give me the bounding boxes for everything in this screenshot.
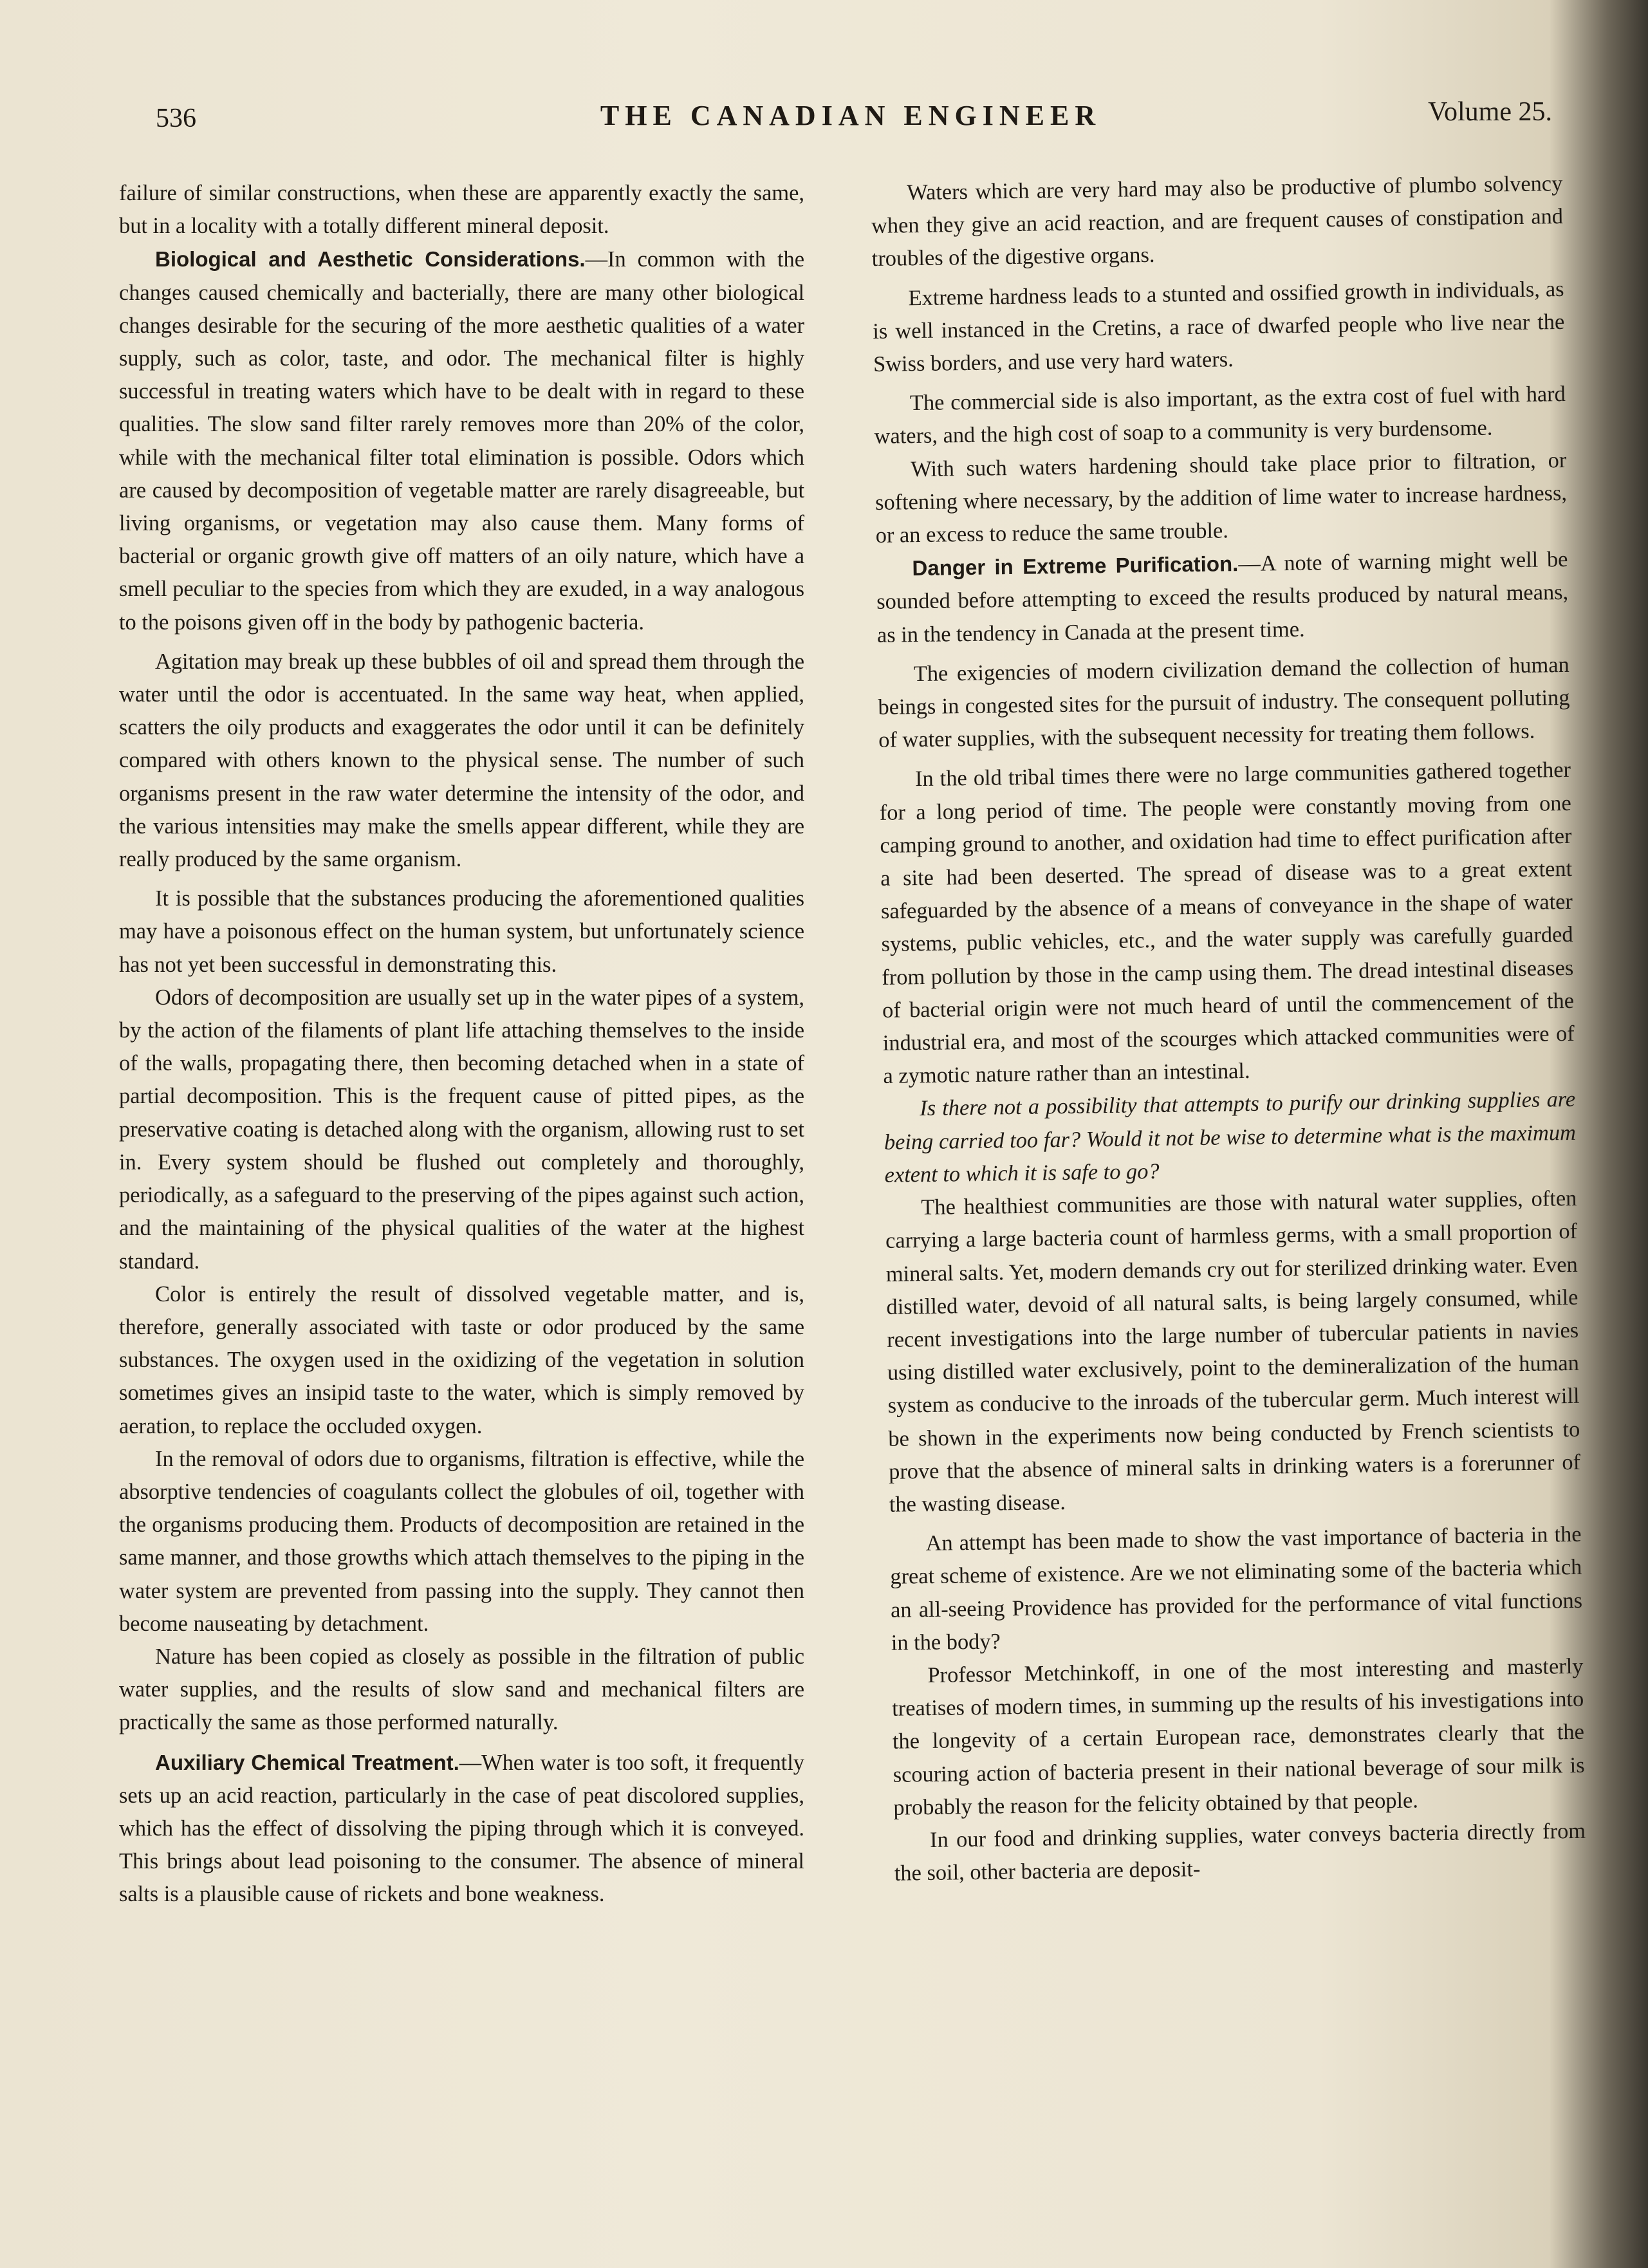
paragraph: The healthiest communities are those with natural water supplies, often carrying a large bacteria count of harmless germs, with a small proportion of mineral salts. Yet, modern demands cry out for sterilized drinking water. Even distilled water, devoid of all natural salts, is being largely consumed, while recent investigations into the large number of tubercular patients in navies using distilled water exclusively, point to the demineralization of the human system as conducive to the inroads of the tubercular germ. Much interest will be shown in the experiments now being conducted by French scientists to prove that the absence of mineral salts in drinking waters is a forerunner of the wasting disease.	[885, 1185, 1581, 1517]
paragraph: In our food and drinking supplies, water conveys bacteria directly from the soil, other bacteria are deposit-	[894, 1818, 1586, 1886]
paragraph: Agitation may break up these bubbles of oil and spread them through the water until the odor is accentuated. In the same way heat, when applied, scatters the oily products and exaggerates the odor until it can be definitely compared with others known to the physical sense. The number of such organisms present in the raw water determine the intensity of the odor, and the various intensities may make the smells appear different, while they are really produced by the same organism.	[119, 649, 804, 872]
paragraph-text: —A note of warning might well be sounded before attempting to exceed the results produced by natural means, as in the tendency in Canada at the present time.	[876, 547, 1569, 647]
paragraph: In the removal of odors due to organisms, filtration is effective, while the absorptive tendencies of coagulants collect the globules of oil, together with the organisms producing them. Products of decomposition are retained in the same manner, and those growths which attach themselves to the piping in the water system are prevented from passing into the supply. They cannot then become nauseating by detachment.	[119, 1446, 804, 1636]
italic-paragraph: Is there not a possibility that attempts to purify our drinking supplies are being carried too far? Would it not be wise to determine what is the maximum extent to which it is safe to go?	[884, 1087, 1577, 1187]
paragraph-text: —In common with the changes caused chemically and bacterially, there are many other biological changes desirable for the securing of the more aesthetic qualities of a water supply, such as color, taste, and odor. The mechanical filter is highly successful in treating waters which have to be dealt with in regard to these qualities. The slow sand filter rarely removes more than 20% of the color, while with the mechanical filter total elimination is possible. Odors which are caused by decomposition of vegetable matter are rarely disagreeable, but living organisms, or vegetation may also cause them. Many forms of bacterial or organic growth give off matters of an oily nature, which have a smell peculiar to the species from which they are exuded, in a way analogous to the poisons given off in the body by pathogenic bacteria.	[119, 247, 804, 635]
section-heading: Danger in Extreme Purification.	[912, 552, 1239, 581]
page-number: 536	[156, 104, 196, 133]
page-header	[149, 90, 1552, 142]
section-paragraph	[119, 243, 804, 638]
paragraph-text: —When water is too soft, it frequently sets up an acid reaction, particularly in the case of peat discolored supplies, which has the effect of dissolving the piping through which it is conveyed. This brings about lead poisoning to the consumer. The absence of mineral salts is a plausible cause of rickets and bone weakness.	[119, 1750, 804, 1907]
paragraph: In the old tribal times there were no large communities gathered together for a long period of time. The people were constantly moving from one camping ground to another, and oxidation had time to effect purification after a site had been deserted. The spread of disease was to a great extent safeguarded by the absence of a means of conveyance in the shape of water systems, public vehicles, etc., and the water supply was carefully guarded from pollution by those in the camp using them. The dread intestinal diseases of bacterial origin were not much heard of until the commencement of the industrial era, and most of the scourges which attacked communities were of a zymotic nature rather than an intestinal.	[879, 758, 1575, 1089]
paragraph: Nature has been copied as closely as possible in the filtration of public water supplies, and the results of slow sand and mechanical filters are practically the same as those performed naturally.	[119, 1644, 804, 1735]
paragraph: Extreme hardness leads to a stunted and ossified growth in individuals, as is well instanced in the Cretins, a race of dwarfed people who live near the Swiss borders, and use very hard waters.	[873, 276, 1565, 376]
paragraph: Color is entirely the result of dissolved vegetable matter, and is, therefore, generally associated with taste or odor produced by the same substances. The oxygen used in the oxidizing of the vegetation in solution sometimes gives an insipid taste to the water, which is simply removed by aeration, to replace the occluded oxygen.	[119, 1281, 804, 1438]
section-paragraph	[119, 1746, 804, 1911]
paragraph: It is possible that the substances producing the aforementioned qualities may have a poisonous effect on the human system, but unfortunately science has not yet been successful in demonstrating this.	[119, 886, 804, 977]
section-heading: Auxiliary Chemical Treatment.	[155, 1750, 459, 1774]
paragraph: With such waters hardening should take place prior to filtration, or softening where necessary, by the addition of lime water to increase hardness, or an excess to reduce the same trouble.	[875, 447, 1568, 548]
section-paragraph	[876, 543, 1569, 652]
paragraph: failure of similar constructions, when these are apparently exactly the same, but in a locality with a totally different mineral deposit.	[119, 181, 804, 239]
paragraph: Professor Metchinkoff, in one of the most interesting and masterly treatises of modern times, in summing up the results of his investigations into the longevity of a certain European race, demonstrates clearly that the scouring action of bacteria present in their national beverage of sour milk is probably the reason for the felicity obtained by that people.	[891, 1653, 1585, 1820]
paragraph: An attempt has been made to show the vast importance of bacteria in the great scheme of existence. Are we not eliminating some of the bacteria which an all-seeing Providence has provided for the performance of vital functions in the body?	[890, 1521, 1583, 1655]
paragraph: The exigencies of modern civilization demand the collection of human beings in congested sites for the pursuit of industry. The consequent polluting of water supplies, with the subsequent necessity for treating them follows.	[878, 652, 1570, 753]
paragraph: The commercial side is also important, as the extra cost of fuel with hard waters, and the high cost of soap to a community is very burdensome.	[874, 382, 1566, 449]
paragraph: Odors of decomposition are usually set up in the water pipes of a system, by the action of the filaments of plant life attaching themselves to the inside of the walls, propagating there, then becoming detached when in a state of partial decomposition. This is the frequent cause of pitted pipes, as the preservative coating is detached along with the organism, allowing rust to set in. Every system should be flushed out completely and thoroughly, periodically, as a safeguard to the preserving of the pipes against such action, and the maintaining of the physical qualities of the water at the highest standard.	[119, 985, 804, 1274]
volume-label: Volume 25.	[1428, 97, 1552, 127]
left-column	[119, 177, 804, 1911]
right-column	[871, 167, 1586, 1890]
paragraph: Waters which are very hard may also be productive of plumbo solvency when they give an acid reaction, and are frequent causes of constipation and troubles of the digestive organs.	[871, 171, 1564, 272]
section-heading: Biological and Aesthetic Considerations.	[155, 247, 586, 272]
running-title: THE CANADIAN ENGINEER	[600, 100, 1102, 131]
